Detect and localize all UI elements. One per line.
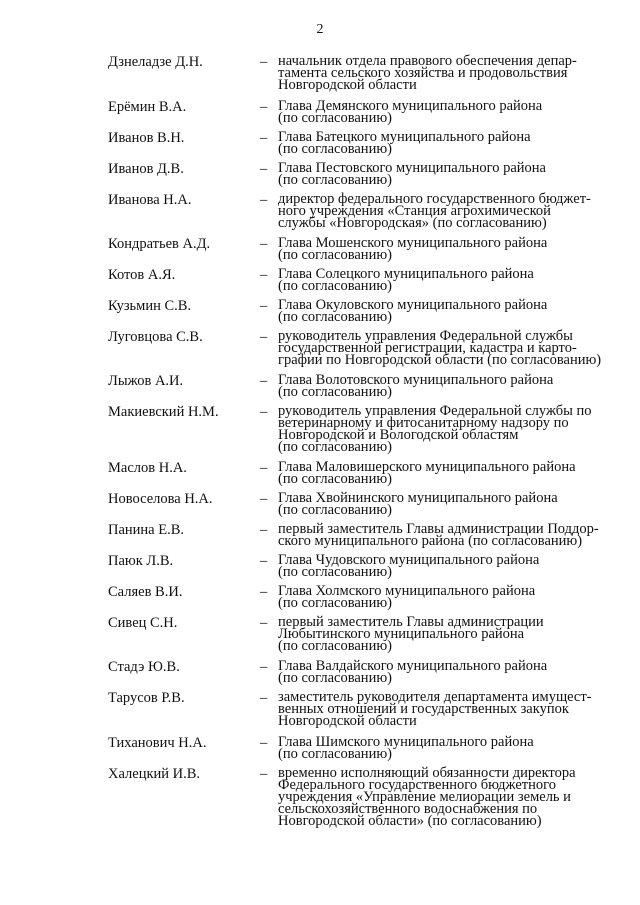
member-position-line: (по согласованию) — [278, 110, 392, 126]
member-position-line: (по согласованию) — [278, 439, 392, 455]
member-position — [278, 660, 603, 684]
member-position-line: графии по Новгородской области (по согласованию) — [278, 352, 602, 368]
member-position-line: начальник отдела правового обеспечения депар- — [278, 53, 577, 69]
member-dash: – — [260, 460, 268, 476]
member-position-line: Глава Окуловского муниципального района — [278, 297, 548, 313]
member-position-line: венных отношений и государственных закупок — [278, 701, 569, 717]
member-position-line: (по согласованию) — [278, 141, 392, 157]
member-name: Иванова Н.А. — [108, 192, 192, 208]
member-name: Саляев В.И. — [108, 584, 183, 600]
member-name: Иванов Д.В. — [108, 161, 184, 177]
member-position-line: (по согласованию) — [278, 564, 392, 580]
member-position-line: (по согласованию) — [278, 172, 392, 188]
member-name: Кондратьев А.Д. — [108, 236, 211, 252]
member-position-line: Федерального государственного бюджетного — [278, 777, 556, 793]
member-position — [278, 691, 603, 727]
member-position — [278, 736, 603, 760]
member-name: Макиевский Н.М. — [108, 404, 219, 420]
member-name: Халецкий И.В. — [108, 766, 201, 782]
member-dash: – — [260, 329, 268, 345]
member-dash: – — [260, 404, 268, 420]
member-position-line: (по согласованию) — [278, 278, 392, 294]
member-position-line: Глава Мошенского муниципального района — [278, 235, 548, 251]
member-dash: – — [260, 267, 268, 283]
member-position-line: Глава Маловишерского муниципального района — [278, 459, 576, 475]
member-position-line: ветеринарному и фитосанитарному надзору по — [278, 415, 569, 431]
member-position-line: Глава Батецкого муниципального района — [278, 129, 531, 145]
member-position-line: (по согласованию) — [278, 247, 392, 263]
member-dash: – — [260, 553, 268, 569]
member-dash: – — [260, 373, 268, 389]
member-position-line: Глава Холмского муниципального района — [278, 583, 536, 599]
member-name: Панина Е.В. — [108, 522, 185, 538]
member-position-line: первый заместитель Главы администрации Поддор- — [278, 521, 599, 537]
member-name: Кузьмин С.В. — [108, 298, 192, 314]
member-position-line: ского муниципального района (по согласованию) — [278, 533, 583, 549]
member-position-line: Любытинского муниципального района — [278, 626, 525, 642]
member-dash: – — [260, 491, 268, 507]
member-position — [278, 461, 603, 485]
member-position — [278, 554, 603, 578]
member-position-line: Глава Чудовского муниципального района — [278, 552, 540, 568]
member-name: Тиханович Н.А. — [108, 735, 207, 751]
member-position-line: (по согласованию) — [278, 670, 392, 686]
member-position-line: (по согласованию) — [278, 746, 392, 762]
member-position-line: Глава Шимского муниципального района — [278, 734, 534, 750]
member-dash: – — [260, 615, 268, 631]
member-position-line: Глава Валдайского муниципального района — [278, 658, 548, 674]
member-position — [278, 55, 603, 91]
member-position-line: руководитель управления Федеральной службы по — [278, 403, 592, 419]
member-name: Луговцова С.В. — [108, 329, 203, 345]
member-name: Стадэ Ю.В. — [108, 659, 180, 675]
member-position-line: (по согласованию) — [278, 471, 392, 487]
member-position-line: первый заместитель Главы администрации — [278, 614, 544, 630]
member-position-line: заместитель руководителя департамента имущест- — [278, 689, 592, 705]
member-position — [278, 374, 603, 398]
member-position-line: государственной регистрации, кадастра и карто- — [278, 340, 577, 356]
member-position — [278, 299, 603, 323]
member-position — [278, 616, 603, 652]
member-position-line: (по согласованию) — [278, 309, 392, 325]
member-position-line: Новгородской области — [278, 713, 417, 729]
member-dash: – — [260, 99, 268, 115]
member-dash: – — [260, 298, 268, 314]
member-position-line: Новгородской области» (по согласованию) — [278, 813, 542, 829]
member-dash: – — [260, 584, 268, 600]
member-name: Дзнеладзе Д.Н. — [108, 54, 203, 70]
member-position-line: Новгородской области — [278, 77, 417, 93]
member-position-line: (по согласованию) — [278, 502, 392, 518]
member-dash: – — [260, 236, 268, 252]
member-position — [278, 268, 603, 292]
member-dash: – — [260, 735, 268, 751]
member-dash: – — [260, 54, 268, 70]
member-position-line: тамента сельского хозяйства и продовольствия — [278, 65, 568, 81]
member-position — [278, 405, 603, 453]
member-position-line: Глава Хвойнинского муниципального района — [278, 490, 558, 506]
member-name: Лыжов А.И. — [108, 373, 184, 389]
page-number: 2 — [316, 22, 324, 37]
member-name: Котов А.Я. — [108, 267, 176, 283]
member-position — [278, 523, 603, 547]
member-dash: – — [260, 522, 268, 538]
member-dash: – — [260, 659, 268, 675]
member-name: Новоселова Н.А. — [108, 491, 213, 507]
member-position-line: (по согласованию) — [278, 638, 392, 654]
member-position-line: Глава Пестовского муниципального района — [278, 160, 546, 176]
member-position — [278, 585, 603, 609]
member-position — [278, 767, 603, 827]
member-position-line: (по согласованию) — [278, 595, 392, 611]
member-position-line: Новгородской и Вологодской областям — [278, 427, 519, 443]
member-position-line: учреждения «Управление мелиорации земель и — [278, 789, 571, 805]
member-name: Тарусов Р.В. — [108, 690, 185, 706]
member-position-line: временно исполняющий обязанности директора — [278, 765, 576, 781]
member-position-line: Глава Демянского муниципального района — [278, 98, 543, 114]
member-dash: – — [260, 192, 268, 208]
member-position-line: Глава Волотовского муниципального района — [278, 372, 554, 388]
member-name: Паюк Л.В. — [108, 553, 174, 569]
member-position-line: ного учреждения «Станция агрохимической — [278, 203, 551, 219]
member-position — [278, 330, 603, 366]
member-position-line: директор федерального государственного бюджет- — [278, 191, 591, 207]
member-position — [278, 100, 603, 124]
member-position-line: руководитель управления Федеральной службы — [278, 328, 573, 344]
member-position-line: Глава Солецкого муниципального района — [278, 266, 534, 282]
member-position — [278, 492, 603, 516]
member-position — [278, 237, 603, 261]
member-dash: – — [260, 161, 268, 177]
member-position — [278, 162, 603, 186]
member-dash: – — [260, 130, 268, 146]
member-name: Ерёмин В.А. — [108, 99, 187, 115]
member-dash: – — [260, 690, 268, 706]
member-position — [278, 131, 603, 155]
member-dash: – — [260, 766, 268, 782]
member-name: Сивец С.Н. — [108, 615, 178, 631]
member-position-line: службы «Новгородская» (по согласованию) — [278, 215, 547, 231]
member-position — [278, 193, 603, 229]
member-position-line: (по согласованию) — [278, 384, 392, 400]
member-name: Маслов Н.А. — [108, 460, 187, 476]
member-name: Иванов В.Н. — [108, 130, 185, 146]
member-position-line: сельскохозяйственного водоснабжения по — [278, 801, 538, 817]
